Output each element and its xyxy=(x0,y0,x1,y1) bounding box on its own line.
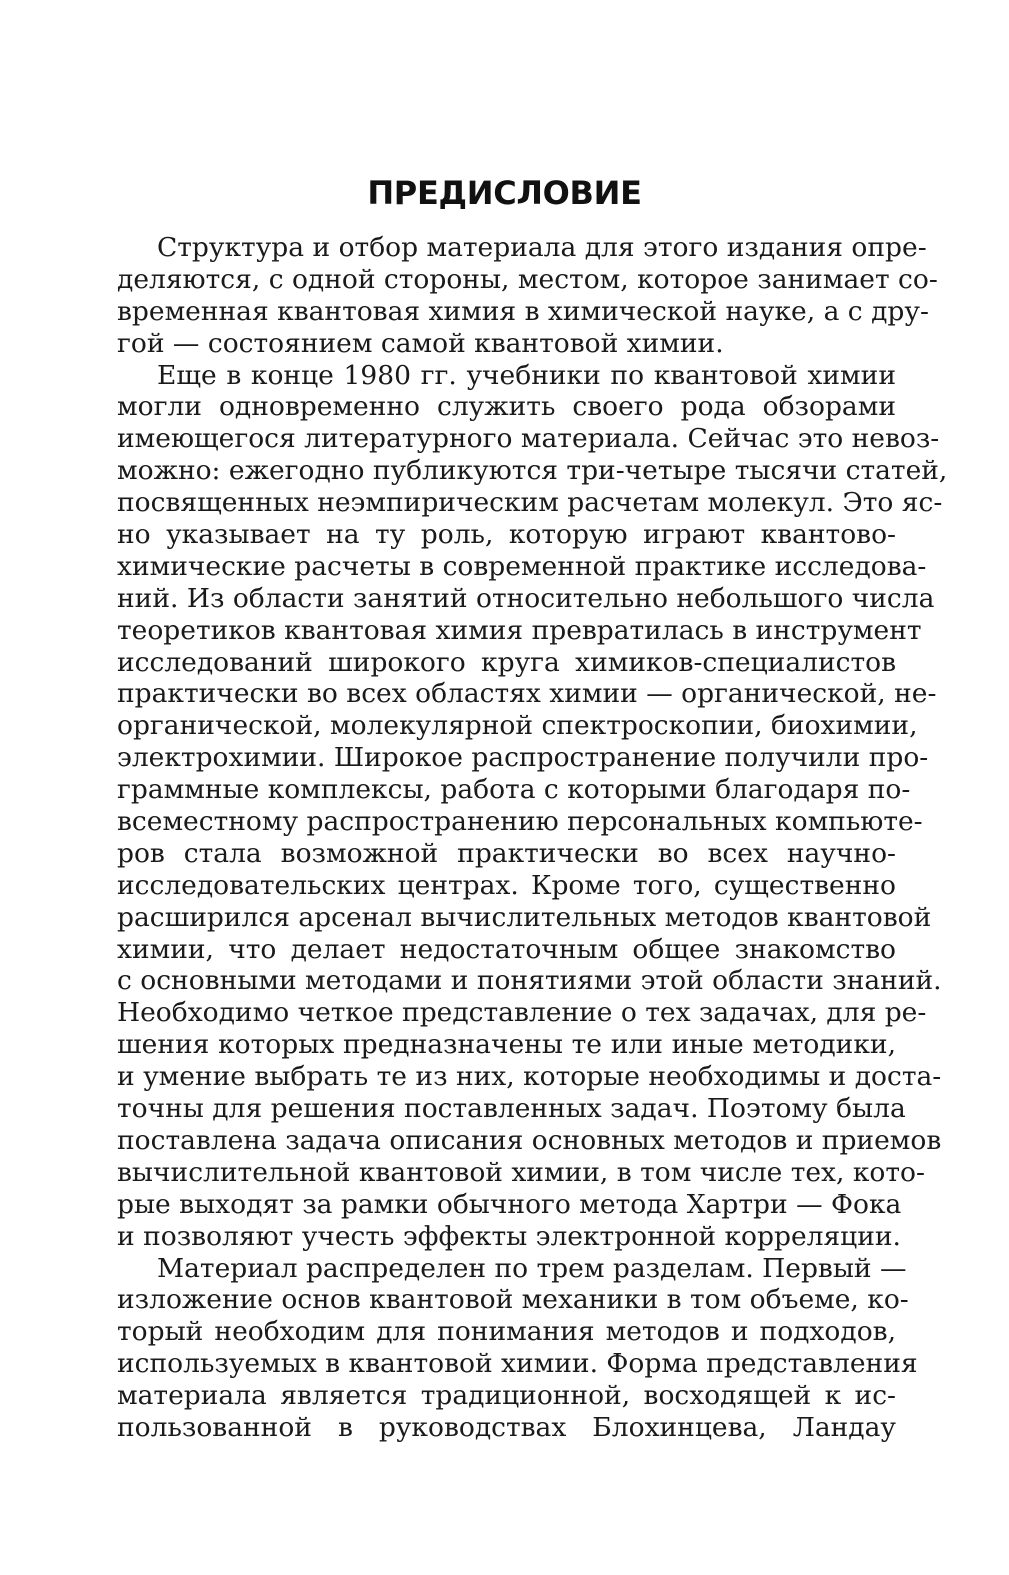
text-line: ний. Из области занятий относительно небольшого числа xyxy=(117,582,935,614)
text-line: расширился арсенал вычислительных методов квантовой xyxy=(117,901,932,933)
text-line: всеместному распространению персональных компьюте- xyxy=(117,806,923,838)
text-line: практически во всех областях химии — органической, не- xyxy=(117,678,937,710)
chapter-heading: ПРЕДИСЛОВИЕ xyxy=(367,174,642,212)
text-line: граммные комплексы, работа с которыми благодаря по- xyxy=(117,774,911,806)
text-line: химические расчеты в современной практике исследова- xyxy=(117,550,927,582)
text-line: имеющегося литературного материала. Сейчас это невоз- xyxy=(117,423,940,455)
text-line: торый необходим для понимания методов и подходов, xyxy=(117,1316,896,1348)
text-line: пользованной в руководствах Блохинцева, Ландау xyxy=(117,1411,896,1443)
text-line: органической, молекулярной спектроскопии, биохимии, xyxy=(117,710,918,742)
text-line: гой — состоянием самой квантовой химии. xyxy=(117,327,724,359)
text-line: и позволяют учесть эффекты электронной корреляции. xyxy=(117,1220,901,1252)
text-line: химии, что делает недостаточным общее знакомство xyxy=(117,933,896,965)
text-line: электрохимии. Широкое распространение получили про- xyxy=(117,742,929,774)
text-line: вычислительной квантовой химии, в том числе тех, кото- xyxy=(117,1156,925,1188)
text-line: исследовательских центрах. Кроме того, существенно xyxy=(117,869,896,901)
text-line: исследований широкого круга химиков-специалистов xyxy=(117,646,896,678)
text-line: используемых в квантовой химии. Форма представления xyxy=(117,1348,918,1380)
preface-text xyxy=(117,232,948,1444)
text-line: теоретиков квантовая химия превратилась в инструмент xyxy=(117,614,922,646)
text-line: Структура и отбор материала для этого издания опре- xyxy=(157,232,927,263)
text-line: шения которых предназначены те или иные методики, xyxy=(117,1029,896,1061)
text-line: деляются, с одной стороны, местом, которое занимает со- xyxy=(117,263,938,295)
text-line: могли одновременно служить своего рода обзорами xyxy=(117,391,896,423)
text-line: можно: ежегодно публикуются три-четыре тысячи статей, xyxy=(117,455,948,487)
text-line: посвященных неэмпирическим расчетам молекул. Это яс- xyxy=(117,487,943,519)
text-line: материала является традиционной, восходящей к ис- xyxy=(117,1380,896,1412)
text-line: с основными методами и понятиями этой области знаний. xyxy=(117,965,942,997)
text-line: изложение основ квантовой механики в том объеме, ко- xyxy=(117,1284,909,1316)
text-line: точны для решения поставленных задач. Поэтому была xyxy=(117,1093,906,1125)
text-line: рые выходят за рамки обычного метода Хартри — Фока xyxy=(117,1188,902,1220)
text-line: Необходимо четкое представление о тех задачах, для ре- xyxy=(117,997,927,1029)
text-line: Материал распределен по трем разделам. Первый — xyxy=(157,1252,907,1284)
text-line: ров стала возможной практически во всех научно- xyxy=(117,837,896,869)
text-line: поставлена задача описания основных методов и приемов xyxy=(117,1124,942,1156)
text-line: но указывает на ту роль, которую играют квантово- xyxy=(117,519,896,551)
text-line: временная квантовая химия в химической науке, а с дру- xyxy=(117,295,929,327)
text-line: и умение выбрать те из них, которые необходимы и доста- xyxy=(117,1061,942,1093)
text-line: Еще в конце 1980 гг. учебники по квантовой химии xyxy=(157,359,896,391)
